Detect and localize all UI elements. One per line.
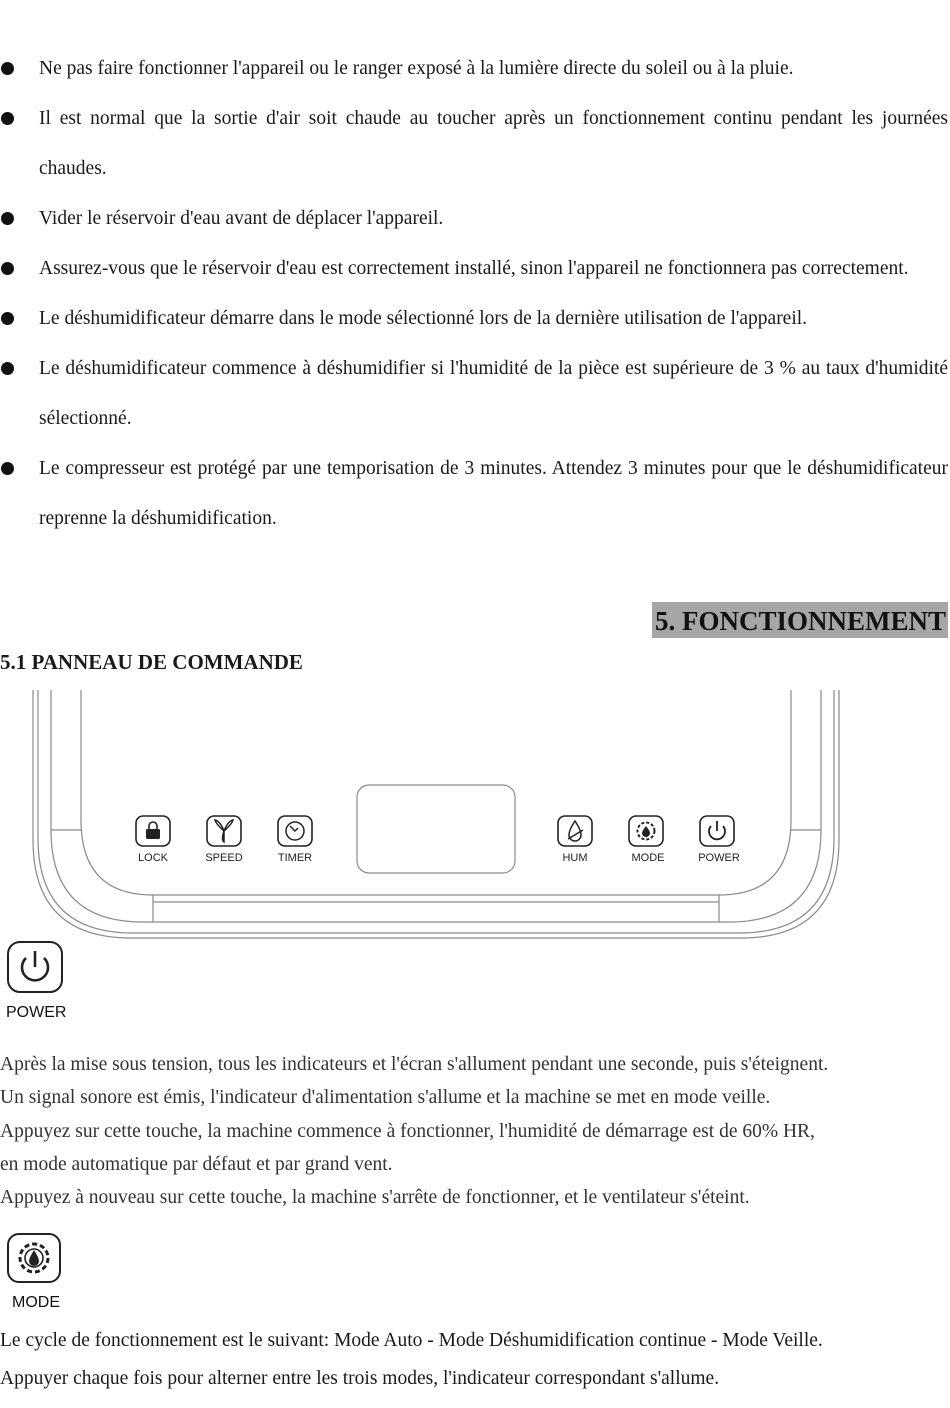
fan-icon <box>215 820 233 842</box>
power-icon <box>709 821 725 839</box>
bullet-dot <box>1 462 14 475</box>
bullet-dot <box>1 62 14 75</box>
water-drop-icon <box>568 821 583 841</box>
gear-drop-icon <box>20 1244 48 1272</box>
lock-label: LOCK <box>138 852 168 864</box>
bullet-dot <box>1 262 14 275</box>
lock-icon <box>146 822 160 839</box>
section-title: 5. FONCTIONNEMENT <box>652 602 948 638</box>
list-item: Il est normal que la sortie d'air soit chaude au toucher après un fonctionnement continu pendant les journées chaudes. <box>0 94 948 194</box>
power-description: Après la mise sous tension, tous les indicateurs et l'écran s'allument pendant une seconde, puis s'éteignent. Un signal sonore est émis, l'indicateur d'alimentation s'allume et la machine se met en mode veille. Appuyez sur cette touche, la machine commence à fonctionner, l'humidité de démarrage est de 60% HR, en mode automatique par défaut et par grand vent. Appuyez à nouveau sur cette touche, la machine s'arrête de fonctionner, et le ventilateur s'éteint. <box>0 1054 829 1209</box>
power-icon <box>22 951 48 980</box>
list-item: Assurez-vous que le réservoir d'eau est correctement installé, sinon l'appareil ne fonctionnera pas correctement. <box>0 244 948 294</box>
power-button-label: POWER <box>6 1004 67 1021</box>
precautions-list <box>0 44 948 544</box>
timer-icon <box>286 822 304 840</box>
list-item: Ne pas faire fonctionner l'appareil ou le ranger exposé à la lumière directe du soleil ou à la pluie. <box>0 44 948 94</box>
subsection-title: 5.1 PANNEAU DE COMMANDE <box>0 650 303 674</box>
list-item: Vider le réservoir d'eau avant de déplacer l'appareil. <box>0 194 948 244</box>
bullet-dot <box>1 112 14 125</box>
power-button-illustration <box>6 940 64 994</box>
bullet-dot <box>1 312 14 325</box>
timer-label: TIMER <box>277 852 313 864</box>
list-item: Le déshumidificateur commence à déshumidifier si l'humidité de la pièce est supérieure de 3 % au taux d'humidité sélectionné. <box>0 344 948 444</box>
bullet-dot <box>1 212 14 225</box>
hum-label: HUM <box>562 852 588 864</box>
gear-drop-icon <box>638 823 655 840</box>
mode-label: MODE <box>631 852 665 864</box>
speed-label: SPEED <box>205 852 243 864</box>
bullet-dot <box>1 362 14 375</box>
mode-button-label: MODE <box>12 1294 60 1311</box>
power-label: POWER <box>698 852 740 864</box>
list-item: Le déshumidificateur démarre dans le mode sélectionné lors de la dernière utilisation de l'appareil. <box>0 294 948 344</box>
control-panel-illustration <box>30 690 842 944</box>
mode-button-illustration <box>6 1232 62 1284</box>
list-item: Le compresseur est protégé par une temporisation de 3 minutes. Attendez 3 minutes pour que le déshumidificateur reprenne la déshumidification. <box>0 444 948 544</box>
mode-description: Le cycle de fonctionnement est le suivant: Mode Auto - Mode Déshumidification continue - Mode Veille. Appuyer chaque fois pour alterner entre les trois modes, l'indicateur correspondant s'allume. <box>0 1330 823 1389</box>
